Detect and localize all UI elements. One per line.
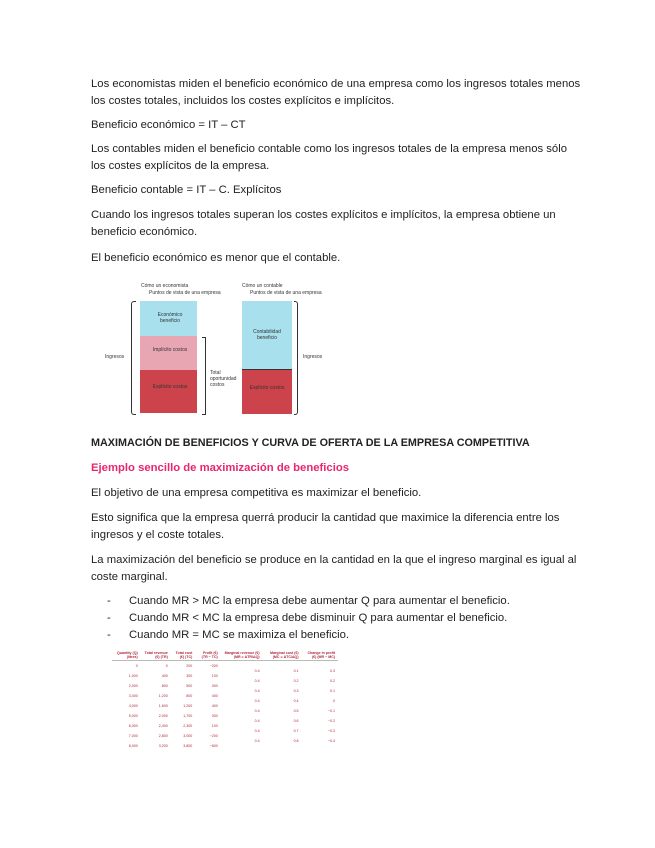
table-cell: 2,400 bbox=[158, 724, 168, 728]
marginal-cell: 0.4 bbox=[254, 729, 260, 733]
marginal-cell: 0.4 bbox=[254, 669, 260, 673]
marginal-cell: 0.4 bbox=[254, 739, 260, 743]
bullet-dash: - bbox=[107, 595, 111, 607]
marginal-cell: −0.3 bbox=[327, 729, 335, 733]
table-cell: 0 bbox=[165, 664, 168, 668]
fig-label: Puntos de vista de una empresa bbox=[250, 290, 322, 296]
column-header: Total revenue (€) (TR) bbox=[141, 650, 171, 661]
table-cell: 2,300 bbox=[183, 724, 193, 728]
explicit-cost-bar bbox=[140, 370, 197, 413]
table-cell: 300 bbox=[211, 714, 218, 718]
marginal-cell: 0.8 bbox=[293, 739, 299, 743]
table-cell: −200 bbox=[209, 734, 218, 738]
marginal-cell: 0.6 bbox=[293, 719, 299, 723]
table-cell: 3,800 bbox=[183, 744, 193, 748]
marginal-cell: −0.4 bbox=[327, 739, 335, 743]
table-row bbox=[112, 661, 338, 672]
marginal-cell: 0.4 bbox=[254, 699, 260, 703]
marginal-cell: 0.7 bbox=[293, 729, 299, 733]
table-cell: 2,000 bbox=[128, 684, 138, 688]
table-cell: −600 bbox=[209, 744, 218, 748]
marginal-cell: 0.4 bbox=[293, 699, 299, 703]
marginal-cell: 0.2 bbox=[293, 679, 299, 683]
table-cell: 5,000 bbox=[128, 714, 138, 718]
table-cell: 200 bbox=[186, 664, 193, 668]
revenue-brace bbox=[131, 301, 136, 415]
marginal-cell: 0.4 bbox=[254, 709, 260, 713]
bullet-item: Cuando MR > MC la empresa debe aumentar Q para aumentar el beneficio. bbox=[129, 595, 510, 607]
marginal-cell: 0.4 bbox=[254, 719, 260, 723]
accounting-profit-bar bbox=[242, 301, 292, 369]
formula: Beneficio económico = IT – CT bbox=[91, 119, 246, 131]
fig-label: Económico beneficio bbox=[157, 312, 183, 324]
revenue-brace-right bbox=[294, 301, 298, 415]
table-cell: 3,000 bbox=[183, 734, 193, 738]
marginal-cell: 0.4 bbox=[254, 679, 260, 683]
table-cell: 1,600 bbox=[158, 704, 168, 708]
bullet-dash: - bbox=[107, 612, 111, 624]
economic-profit-bar bbox=[140, 301, 197, 336]
table-cell: 8,000 bbox=[128, 744, 138, 748]
marginal-cell: 0.4 bbox=[254, 689, 260, 693]
fig-label: Explícito costos bbox=[249, 385, 285, 391]
fig-label: Contabilidad beneficio bbox=[253, 329, 281, 341]
bullet-dash: - bbox=[107, 629, 111, 641]
column-header: Total cost (€) (TC) bbox=[171, 650, 196, 661]
table-cell: 400 bbox=[161, 674, 168, 678]
table-cell: 6,000 bbox=[128, 724, 138, 728]
table-cell: 2,800 bbox=[158, 734, 168, 738]
marginal-cell: 0.3 bbox=[330, 669, 335, 673]
marginal-cell: −0.1 bbox=[327, 709, 335, 713]
bullet-item: Cuando MR < MC la empresa debe disminuir Q para aumentar el beneficio. bbox=[129, 612, 508, 624]
marginal-cell: 0.3 bbox=[293, 689, 299, 693]
table-cell: 1,000 bbox=[128, 674, 138, 678]
fig-label: Implícito costos bbox=[152, 347, 188, 353]
table-cell: 1,200 bbox=[183, 704, 193, 708]
table-cell: 1,200 bbox=[158, 694, 168, 698]
column-header: Profit (€) (TR − TC) bbox=[195, 650, 220, 661]
table-cell: 800 bbox=[186, 694, 193, 698]
formula: Beneficio contable = IT – C. Explícitos bbox=[91, 184, 282, 196]
opportunity-brace bbox=[202, 337, 206, 415]
table-cell: 500 bbox=[186, 684, 193, 688]
table-cell: 100 bbox=[211, 724, 218, 728]
profit-table bbox=[112, 650, 338, 751]
bullet-item: Cuando MR = MC se maximiza el beneficio. bbox=[129, 629, 350, 641]
paragraph: El beneficio económico es menor que el contable. bbox=[91, 252, 341, 264]
table-cell: 400 bbox=[211, 704, 218, 708]
table-cell: 3,000 bbox=[128, 694, 138, 698]
column-header: Change in profit (€) (MR − MC) bbox=[302, 650, 338, 661]
fig-label: Cómo un economista bbox=[141, 283, 189, 289]
table-cell: 0 bbox=[135, 664, 138, 668]
marginal-cell: 0.1 bbox=[330, 689, 335, 693]
implicit-cost-bar bbox=[140, 336, 197, 370]
explicit-cost-bar-right bbox=[242, 369, 292, 414]
table-cell: 300 bbox=[211, 684, 218, 688]
section-heading: MAXIMACIÓN DE BENEFICIOS Y CURVA DE OFERTA DE LA EMPRESA COMPETITIVA bbox=[91, 437, 530, 449]
column-header: Quantity (Q) (litres) bbox=[112, 650, 141, 661]
marginal-cell: 0.1 bbox=[293, 669, 299, 673]
table-cell: −200 bbox=[209, 664, 218, 668]
table-cell: 4,000 bbox=[128, 704, 138, 708]
paragraph: Cuando los ingresos totales superan los costes explícitos e implícitos, la empresa obtiene un beneficio económico. bbox=[91, 209, 556, 238]
fig-label: Explícito costos bbox=[152, 384, 188, 390]
table-cell: 400 bbox=[211, 694, 218, 698]
table-cell: 3,200 bbox=[158, 744, 168, 748]
table-cell: 2,000 bbox=[158, 714, 168, 718]
subheading: Ejemplo sencillo de maximización de beneficios bbox=[91, 462, 350, 474]
paragraph: La maximización del beneficio se produce en la cantidad en la que el ingreso marginal es igual al coste marginal. bbox=[91, 554, 577, 583]
marginal-cell: −0.2 bbox=[327, 719, 335, 723]
table-cell: 300 bbox=[186, 674, 193, 678]
fig-label: Ingresos bbox=[303, 354, 323, 360]
marginal-cell: 0 bbox=[333, 699, 335, 703]
marginal-cell: 0.5 bbox=[293, 709, 299, 713]
table-cell: 7,000 bbox=[128, 734, 138, 738]
paragraph: El objetivo de una empresa competitiva es maximizar el beneficio. bbox=[91, 487, 422, 499]
paragraph: Esto significa que la empresa querrá producir la cantidad que maximice la diferencia entre los ingresos y el coste totales. bbox=[91, 512, 560, 541]
fig-label: Cómo un contable bbox=[242, 283, 283, 289]
marginal-cell: 0.2 bbox=[330, 679, 335, 683]
table-cell: 1,700 bbox=[183, 714, 193, 718]
paragraph: Los economistas miden el beneficio económico de una empresa como los ingresos totales menos los costes totales, incluidos los costes explícitos e implícitos. bbox=[91, 78, 581, 107]
fig-label: Puntos de vista de una empresa bbox=[149, 290, 221, 296]
fig-label: Total oportunidad costos bbox=[210, 370, 237, 388]
table-cell: 800 bbox=[161, 684, 168, 688]
table-cell: 100 bbox=[211, 674, 218, 678]
fig-label: Ingresos bbox=[105, 354, 125, 360]
column-header: Marginal revenue (€) (MR = ΔTR/ΔQ) bbox=[221, 650, 263, 661]
column-header: Marginal cost (€) (MC = ΔTC/ΔQ) bbox=[263, 650, 302, 661]
paragraph: Los contables miden el beneficio contable como los ingresos totales de la empresa menos sólo los costes explícitos de la empresa. bbox=[91, 143, 567, 172]
